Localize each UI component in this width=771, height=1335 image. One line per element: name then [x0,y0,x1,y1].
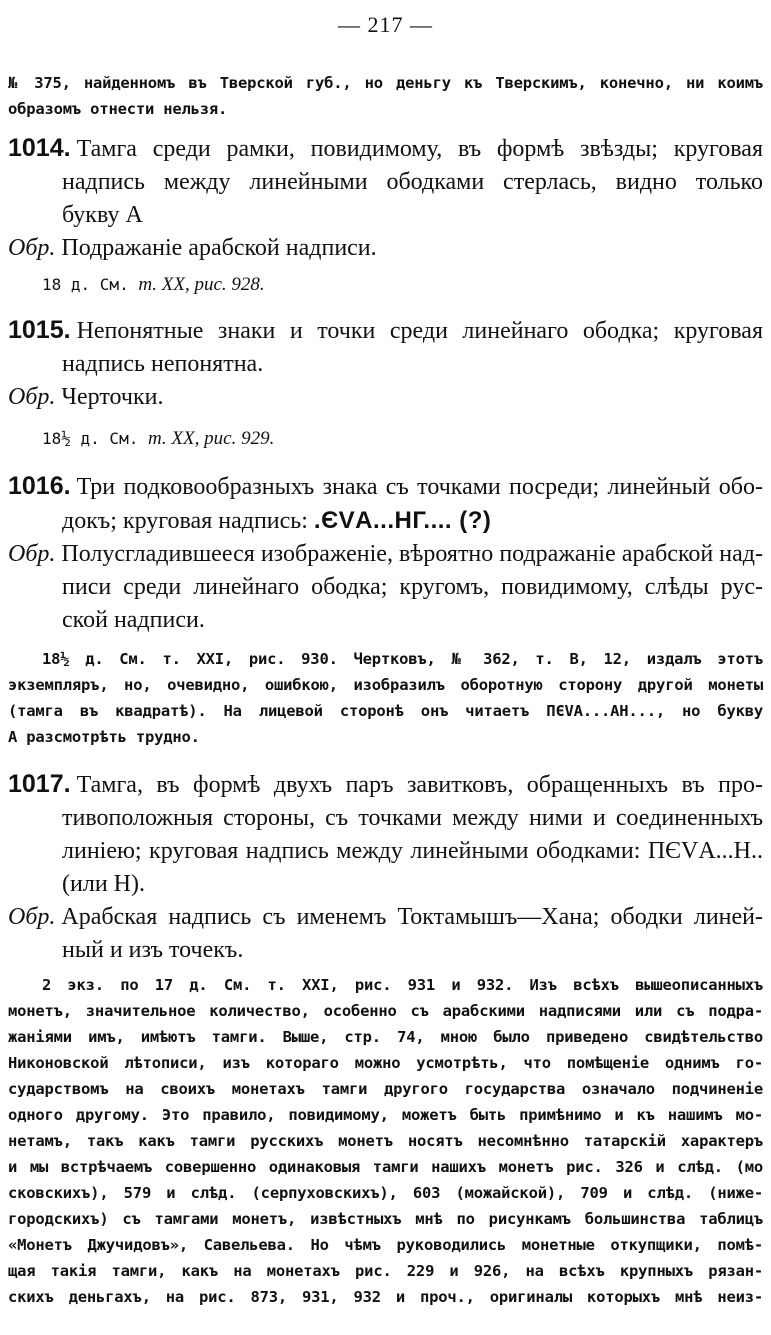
reference-plate: т. XX, рис. 929. [147,428,275,449]
paragraph-line: одного другому. Это правило, повидимому, можетъ быть примѣнимо и къ нашимъ мо- [8,1106,763,1124]
obverse-text: ской надписи. [62,607,205,633]
obverse-text: ный и изъ точекъ. [62,937,244,963]
closing-paragraph [8,972,763,1310]
entry-number: 1017. [8,770,71,798]
page-number: — 217 — [338,12,433,37]
reference-plate: т. XX, рис. 928. [138,274,265,295]
entry-first-line [8,768,763,802]
obverse-description [8,901,763,967]
paragraph-line: скихъ деньгахъ, на рис. 873, 931, 932 и проч., оригиналы которыхъ мнѣ неиз- [8,1288,763,1306]
obverse-text: Подражаніе арабской надписи. [61,235,377,261]
entry-first-line [8,132,763,166]
obverse-description [8,538,763,637]
entry-text: букву А [62,202,143,228]
paragraph-line: Никоновской лѣтописи, изъ котораго можно усмотрѣть, что помѣщеніе однимъ го- [8,1054,763,1072]
entry-text: надпись непонятна. [62,351,264,377]
entry-text-with-inscription [8,504,763,538]
entry-1017 [8,768,763,967]
entry-text: Тамга, въ формѣ двухъ паръ завитковъ, обращенныхъ въ про- [76,772,763,798]
entry-text: (или Н). [62,871,145,897]
paragraph-line: сковскихъ), 579 и слѣд. (серпуховскихъ), 603 (можайской), 709 и слѣд. (ниже- [8,1184,763,1202]
paragraph-line: щая такія тамги, какъ на монетахъ рис. 229 и 926, на всѣхъ крупныхъ рязан- [8,1262,763,1280]
obverse-text: писи среди линейнаго ободка; кругомъ, повидимому, слѣды рус- [62,574,763,600]
note-line: А разсмотрѣть трудно. [8,728,200,746]
paragraph-line: монетъ, значительное количество, особенно съ арабскими надписями или съ подра- [8,1002,763,1020]
paragraph-line: 2 экз. по 17 д. См. т. XXI, рис. 931 и 932. Изъ всѣхъ вышеописанныхъ [42,976,763,994]
entry-text: Три подковообразныхъ знака съ точками посреди; линейный обо- [76,474,763,500]
paragraph-line: сударствомъ на своихъ монетахъ тамги другого государства означало подчиненіе [8,1080,763,1098]
entry-first-line [8,470,763,504]
entry-text: докъ; круговая надпись: [62,508,308,534]
reference-prefix: 18½ д. См. [42,429,148,448]
reference-prefix: 18 д. См. [42,275,139,294]
obverse-label: Обр. [8,904,56,930]
note-line: (тамга въ квадратѣ). На лицевой сторонѣ онъ читаетъ ПЄVА...АН..., но букву [8,702,763,720]
entry-reference [42,426,274,452]
obverse-text: Арабская надпись съ именемъ Токтамышъ—Хана; ободки линей- [61,904,763,930]
top-note-line: образомъ отнести нельзя. [8,100,228,118]
entry-text: тивоположныя стороны, съ точками между ними и соединенныхъ [62,805,763,831]
obverse-text: Черточки. [61,384,164,410]
obverse-description [8,381,763,414]
entry-first-line [8,314,763,348]
entry-reference [42,272,265,298]
entry-text: надпись между линейными ободками стерлась, видно только [62,169,763,195]
entry-number: 1016. [8,472,71,500]
entry-text: Непонятные знаки и точки среди линейнаго ободка; круговая [76,318,763,344]
entry-number: 1015. [8,316,71,344]
entry-1016-note [8,646,763,750]
paragraph-line: нетамъ, такъ какъ тамги русскихъ монетъ носятъ несомнѣнно татарскій характеръ [8,1132,763,1150]
paragraph-line: жаніями имъ, имѣютъ тамги. Выше, стр. 74, мною было приведено свидѣтельство [8,1028,763,1046]
entry-1014 [8,132,763,265]
note-line: 18½ д. См. т. XXI, рис. 930. Чертковъ, № 362, т. В, 12, издалъ этотъ [42,650,763,668]
obverse-text: Полусгладившееся изображеніе, вѣроятно подражаніе арабской над- [61,541,763,567]
top-note [8,70,763,122]
entry-text: линіею; круговая надпись между линейными ободками: ПЄVА...Н.. [62,838,763,864]
entry-1016 [8,470,763,637]
note-line: экземпляръ, но, очевидно, ошибкою, изобразилъ оборотную сторону другой монеты [8,676,763,694]
top-note-line: № 375, найденномъ въ Тверской губ., но деньгу къ Тверскимъ, конечно, ни коимъ [8,74,763,92]
paragraph-line: «Монетъ Джучидовъ», Савельева. Но чѣмъ руководились монетные откупщики, помѣ- [8,1236,763,1254]
entry-1015 [8,314,763,414]
obverse-description [8,232,763,265]
obverse-label: Обр. [8,384,56,410]
paragraph-line: городскихъ) съ тамгами монетъ, извѣстныхъ мнѣ по рисункамъ большинства таблицъ [8,1210,763,1228]
obverse-label: Обр. [8,235,56,261]
entry-number: 1014. [8,134,71,162]
inscription: .ЄVА...НГ.... (?) [313,507,492,534]
paragraph-line: и мы встрѣчаемъ совершенно одинаковыя тамги нашихъ монетъ рис. 326 и слѣд. (мо [8,1158,763,1176]
entry-text: Тамга среди рамки, повидимому, въ формѣ звѣзды; круговая [76,136,763,162]
obverse-label: Обр. [8,541,56,567]
